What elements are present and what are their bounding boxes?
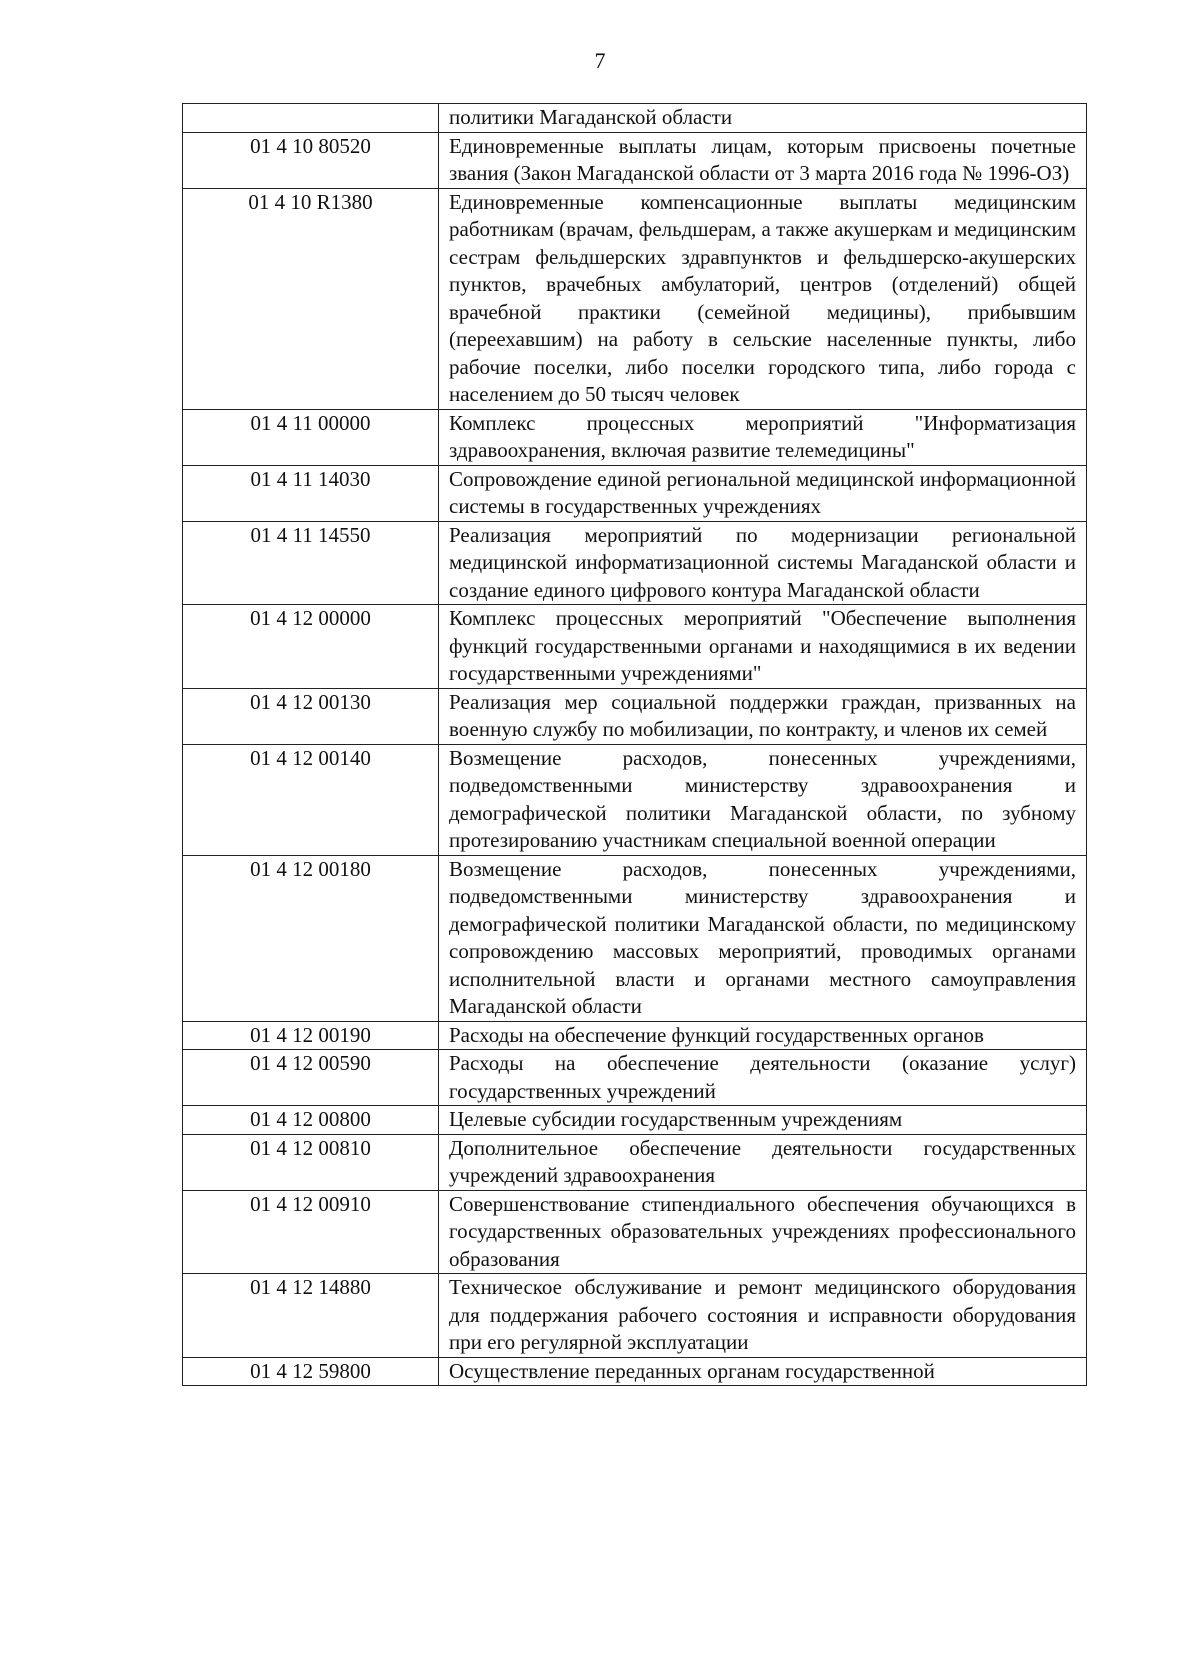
code-cell: 01 4 12 00190 bbox=[183, 1021, 439, 1050]
description-cell: Сопровождение единой региональной медицинской информационной системы в государственных учреждениях bbox=[439, 465, 1087, 521]
code-cell: 01 4 12 00140 bbox=[183, 744, 439, 855]
code-cell: 01 4 10 R1380 bbox=[183, 188, 439, 409]
table-row bbox=[183, 855, 1087, 1021]
table-row bbox=[183, 744, 1087, 855]
table-row bbox=[183, 1106, 1087, 1135]
table-row bbox=[183, 1357, 1087, 1386]
table-row bbox=[183, 605, 1087, 689]
page-number: 7 bbox=[594, 48, 606, 73]
table-row bbox=[183, 1134, 1087, 1190]
code-cell: 01 4 12 00590 bbox=[183, 1050, 439, 1106]
code-cell: 01 4 12 00910 bbox=[183, 1190, 439, 1274]
description-cell: Комплекс процессных мероприятий "Информатизация здравоохранения, включая развитие телемедицины" bbox=[439, 409, 1087, 465]
description-cell: Целевые субсидии государственным учреждениям bbox=[439, 1106, 1087, 1135]
code-cell: 01 4 12 14880 bbox=[183, 1274, 439, 1358]
table-row bbox=[183, 465, 1087, 521]
table-row bbox=[183, 521, 1087, 605]
description-cell: Осуществление переданных органам государственной bbox=[439, 1357, 1087, 1386]
description-cell: Расходы на обеспечение деятельности (оказание услуг) государственных учреждений bbox=[439, 1050, 1087, 1106]
description-cell: Реализация мероприятий по модернизации региональной медицинской информатизационной системы Магаданской области и создание единого цифрового контура Магаданской области bbox=[439, 521, 1087, 605]
code-cell: 01 4 12 00130 bbox=[183, 688, 439, 744]
description-cell: Дополнительное обеспечение деятельности государственных учреждений здравоохранения bbox=[439, 1134, 1087, 1190]
code-cell: 01 4 12 00800 bbox=[183, 1106, 439, 1135]
table-row bbox=[183, 1050, 1087, 1106]
description-cell: Техническое обслуживание и ремонт медицинского оборудования для поддержания рабочего состояния и исправности оборудования при его регулярной эксплуатации bbox=[439, 1274, 1087, 1358]
table-row bbox=[183, 688, 1087, 744]
code-cell: 01 4 12 00180 bbox=[183, 855, 439, 1021]
table-row bbox=[183, 132, 1087, 188]
description-cell: Комплекс процессных мероприятий "Обеспечение выполнения функций государственными органами и находящимися в их ведении государственными учреждениями" bbox=[439, 605, 1087, 689]
description-cell: политики Магаданской области bbox=[439, 104, 1087, 133]
table-row bbox=[183, 1274, 1087, 1358]
code-cell: 01 4 12 59800 bbox=[183, 1357, 439, 1386]
description-cell: Реализация мер социальной поддержки граждан, призванных на военную службу по мобилизации, по контракту, и членов их семей bbox=[439, 688, 1087, 744]
table-row bbox=[183, 1021, 1087, 1050]
table-row bbox=[183, 409, 1087, 465]
table-row bbox=[183, 188, 1087, 409]
description-cell: Возмещение расходов, понесенных учреждениями, подведомственными министерству здравоохранения и демографической политики Магаданской области, по зубному протезированию участникам специальной военной операции bbox=[439, 744, 1087, 855]
table-row bbox=[183, 1190, 1087, 1274]
code-cell: 01 4 10 80520 bbox=[183, 132, 439, 188]
code-cell: 01 4 11 00000 bbox=[183, 409, 439, 465]
code-cell: 01 4 11 14550 bbox=[183, 521, 439, 605]
description-cell: Расходы на обеспечение функций государственных органов bbox=[439, 1021, 1087, 1050]
code-cell: 01 4 12 00810 bbox=[183, 1134, 439, 1190]
budget-codes-table bbox=[182, 103, 1087, 1386]
code-cell bbox=[183, 104, 439, 133]
table-row bbox=[183, 104, 1087, 133]
description-cell: Возмещение расходов, понесенных учреждениями, подведомственными министерству здравоохранения и демографической политики Магаданской области, по медицинскому сопровождению массовых мероприятий, проводимых органами исполнительной власти и органами местного самоуправления Магаданской области bbox=[439, 855, 1087, 1021]
description-cell: Единовременные выплаты лицам, которым присвоены почетные звания (Закон Магаданской области от 3 марта 2016 года № 1996-ОЗ) bbox=[439, 132, 1087, 188]
code-cell: 01 4 11 14030 bbox=[183, 465, 439, 521]
code-cell: 01 4 12 00000 bbox=[183, 605, 439, 689]
description-cell: Единовременные компенсационные выплаты медицинским работникам (врачам, фельдшерам, а также акушеркам и медицинским сестрам фельдшерских здравпунктов и фельдшерско-акушерских пунктов, врачебных амбулаторий, центров (отделений) общей врачебной практики (семейной медицины), прибывшим (переехавшим) на работу в сельские населенные пункты, либо рабочие поселки, либо поселки городского типа, либо города с населением до 50 тысяч человек bbox=[439, 188, 1087, 409]
description-cell: Совершенствование стипендиального обеспечения обучающихся в государственных образовательных учреждениях профессионального образования bbox=[439, 1190, 1087, 1274]
